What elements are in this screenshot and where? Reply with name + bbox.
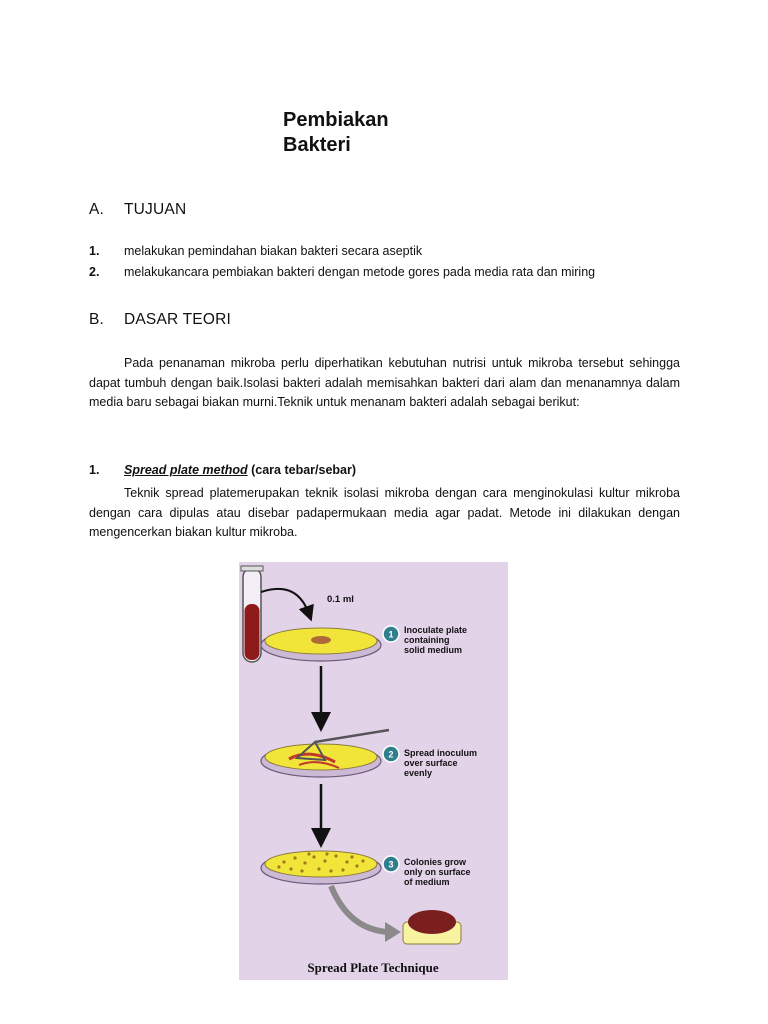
transfer-arrow-icon xyxy=(261,589,309,614)
method-1-suffix: (cara tebar/sebar) xyxy=(247,463,357,477)
volume-label: 0.1 ml xyxy=(327,594,354,605)
theory-paragraph: Pada penanaman mikroba perlu diperhatikan kebutuhan nutrisi untuk mikroba tersebut sehingga dapat tumbuh dengan baik.Isolasi bakteri adalah memisahkan bakteri dari alam dan menanamnya dalam media baru sebagai biakan murni.Teknik untuk menanam bakteri adalah sebagai berikut: xyxy=(89,356,680,410)
step-3-line-3: of medium xyxy=(404,877,450,887)
method-1-name: Spread plate method xyxy=(124,463,248,477)
step-1-line-3: solid medium xyxy=(404,645,463,655)
objectives-list xyxy=(89,241,689,283)
list-item-text: melakukancara pembiakan bakteri dengan metode gores pada media rata dan miring xyxy=(124,265,596,279)
curved-arrow-head-icon xyxy=(385,922,401,942)
step-2-line-1: Spread inoculum xyxy=(404,748,478,758)
title-line-1: Pembiakan xyxy=(283,109,389,131)
section-a-heading xyxy=(89,201,186,219)
section-a-title: TUJUAN xyxy=(124,201,187,218)
spread-plate-diagram xyxy=(239,562,508,980)
step-3-line-1: Colonies grow xyxy=(404,857,467,867)
section-b-title: DASAR TEORI xyxy=(124,311,231,328)
step-2-line-2: over surface xyxy=(404,758,458,768)
step-1-line-2: containing xyxy=(404,635,450,645)
step-1-line-1: Inoculate plate xyxy=(404,625,468,635)
section-b-heading xyxy=(89,311,231,329)
title-line-2: Bakteri xyxy=(283,134,351,156)
petri-dish-1-icon xyxy=(261,628,381,661)
test-tube-icon xyxy=(241,566,263,662)
step-2-number: 2 xyxy=(388,749,394,760)
section-a-letter: A. xyxy=(89,201,105,218)
step-3-line-2: only on surface xyxy=(404,867,471,877)
list-item xyxy=(89,262,689,283)
page-title xyxy=(283,108,483,158)
method-1-number: 1. xyxy=(89,463,100,477)
spread-plate-figure xyxy=(239,562,508,980)
figure-caption: Spread Plate Technique xyxy=(307,960,439,975)
step-2-line-3: evenly xyxy=(404,768,433,778)
list-item-number: 2. xyxy=(89,265,100,279)
step-3-number: 3 xyxy=(388,859,394,870)
step-1-number: 1 xyxy=(388,629,394,640)
curved-arrow-icon xyxy=(331,886,389,932)
colony-cross-section-icon xyxy=(403,910,461,944)
list-item xyxy=(89,241,689,262)
method-1-description: Teknik spread platemerupakan teknik isolasi mikroba dengan cara menginokulasi kultur mikroba dengan cara dipulas atau disebar padapermukaan media agar padat. Metode ini dilakukan dengan mengencerkan biakan kultur mikroba. xyxy=(89,486,680,540)
petri-dish-3-icon xyxy=(261,851,381,884)
section-b-letter: B. xyxy=(89,311,105,328)
method-1-heading xyxy=(89,460,356,480)
list-item-text: melakukan pemindahan biakan bakteri secara aseptik xyxy=(124,244,423,258)
list-item-number: 1. xyxy=(89,244,100,258)
